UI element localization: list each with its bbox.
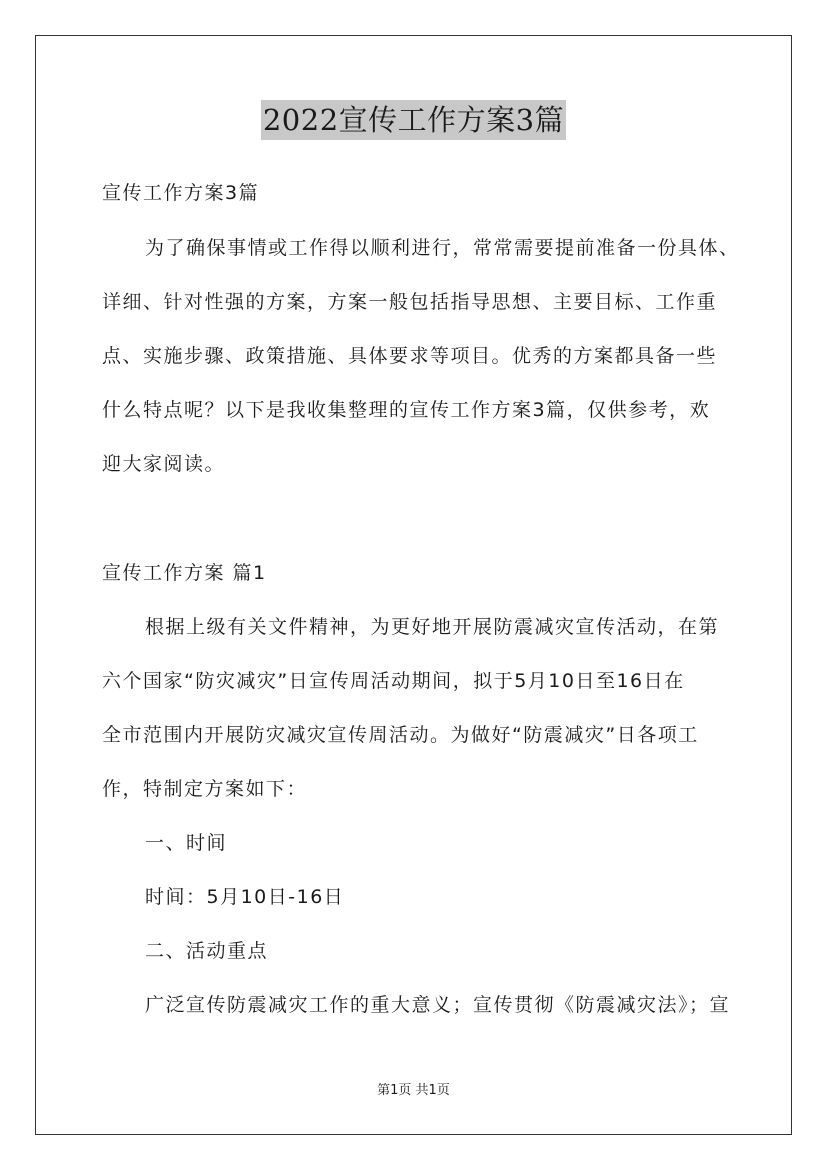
paragraph-line: 什么特点呢？以下是我收集整理的宣传工作方案3篇，仅供参考，欢 xyxy=(102,399,711,421)
paragraph-line: 六个国家“防灾减灾”日宣传周活动期间，拟于5月10日至16日在 xyxy=(102,670,685,692)
subheading: 一、时间 xyxy=(145,832,228,854)
section-heading: 宣传工作方案3篇 xyxy=(102,182,260,204)
paragraph-line: 时间：5月10日-16日 xyxy=(145,886,345,908)
paragraph-line: 为了确保事情或工作得以顺利进行，常常需要提前准备一份具体、 xyxy=(145,237,740,259)
paragraph-line: 作，特制定方案如下： xyxy=(102,778,308,800)
paragraph-line: 详细、针对性强的方案，方案一般包括指导思想、主要目标、工作重 xyxy=(102,291,718,313)
title-container xyxy=(0,100,827,140)
section-heading: 宣传工作方案 篇1 xyxy=(102,562,267,584)
paragraph-line: 广泛宣传防震减灾工作的重大意义；宣传贯彻《防震减灾法》；宣 xyxy=(145,994,731,1016)
paragraph-line: 点、实施步骤、政策措施、具体要求等项目。优秀的方案都具备一些 xyxy=(102,345,718,367)
paragraph-line: 全市范围内开展防灾减灾宣传周活动。为做好“防震减灾”日各项工 xyxy=(102,724,699,746)
page-footer: 第1页 共1页 xyxy=(377,1083,450,1098)
paragraph-line: 迎大家阅读。 xyxy=(102,453,226,475)
paragraph-line: 根据上级有关文件精神，为更好地开展防震减灾宣传活动，在第 xyxy=(145,616,720,638)
subheading: 二、活动重点 xyxy=(145,940,269,962)
document-title: 2022宣传工作方案3篇 xyxy=(261,100,566,140)
